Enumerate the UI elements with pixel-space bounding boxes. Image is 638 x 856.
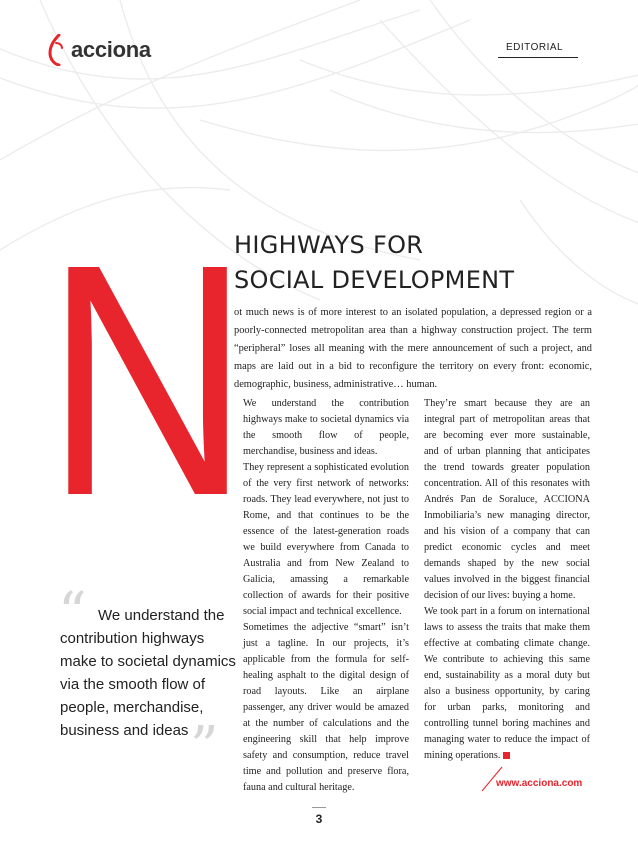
article-headline: [234, 228, 614, 298]
body-paragraph: Sometimes the adjective “smart” isn’t just a tagline. In our projects, it’s applicable from the formula for self-healing asphalt to the digital design of road layouts. Like an airplane passenger, any driver would be amazed at the number of calculations and the engineering skill that help improve safety and consumption, reduce travel time and pollution and preserve flora, fauna and cultural heritage.: [243, 622, 409, 793]
page-number-rule: [312, 807, 326, 808]
body-paragraph: They represent a sophisticated evolution of the very first network of networks: roads. They lead everywhere, not just to Rome, and that continues to be the essence of the latest-generation roads we build everywhere from Canada to Australia and from New Zealand to Galicia, amassing a remarkable collection of awards for their positive social impact and technical excellence.: [243, 462, 409, 617]
close-quote-mark: ”: [190, 715, 219, 780]
body-paragraph: We understand the contribution highways make to societal dynamics via the smooth flow of people, merchandise, business and ideas.: [243, 398, 409, 457]
acciona-logo: [46, 32, 151, 68]
lead-paragraph: ot much news is of more interest to an isolated population, a depressed region or a poorly-connected metropolitan area than a highway construction project. The term “peripheral” loses all meaning with the mere announcement of such a project, and maps are laid out in a bid to reconfigure the territory on every front: economic, demographic, business, administrative… human.: [234, 307, 592, 390]
end-of-article-mark: [503, 752, 510, 759]
body-column-1: [243, 396, 409, 796]
website-link[interactable]: www.acciona.com: [496, 778, 583, 789]
headline-line-1: HIGHWAYS FOR: [234, 231, 424, 259]
pull-quote-text: We understand the contribution highways make to societal dynamics via the smooth flow of people, merchandise, business and ideas: [60, 607, 236, 739]
acciona-leaf-logo-icon: [46, 34, 68, 66]
page-number: 3: [315, 812, 323, 826]
section-rule: [498, 57, 578, 58]
body-column-2: [424, 396, 590, 764]
body-paragraph: They’re smart because they are an integral part of metropolitan areas that are becoming ever more sustainable, and of urban planning that anticipates the trend towards greater population concentration. All of this resonates with Andrés Pan de Soraluce, ACCIONA Inmobiliaria’s new managing director, and his vision of a company that can predict economic cycles and meet demands shaped by the new social values involved in the biggest financial decision of our lives: buying a home.: [424, 398, 590, 601]
drop-cap: N: [45, 195, 250, 564]
logo-text: acciona: [71, 37, 151, 62]
open-quote-mark: “: [58, 581, 87, 646]
body-paragraph: [424, 604, 590, 764]
headline-line-2: SOCIAL DEVELOPMENT: [234, 266, 515, 294]
body-paragraph-text: We took part in a forum on international laws to assess the traits that make them effective at combating climate change. We contribute to achieving this same end, sustainability as a moral duty but also a business opportunity, by caring for urban parks, monitoring and controlling tunnel boring machines and managing water to reduce the impact of mining operations.: [424, 606, 590, 761]
section-tag: EDITORIAL: [506, 42, 564, 53]
